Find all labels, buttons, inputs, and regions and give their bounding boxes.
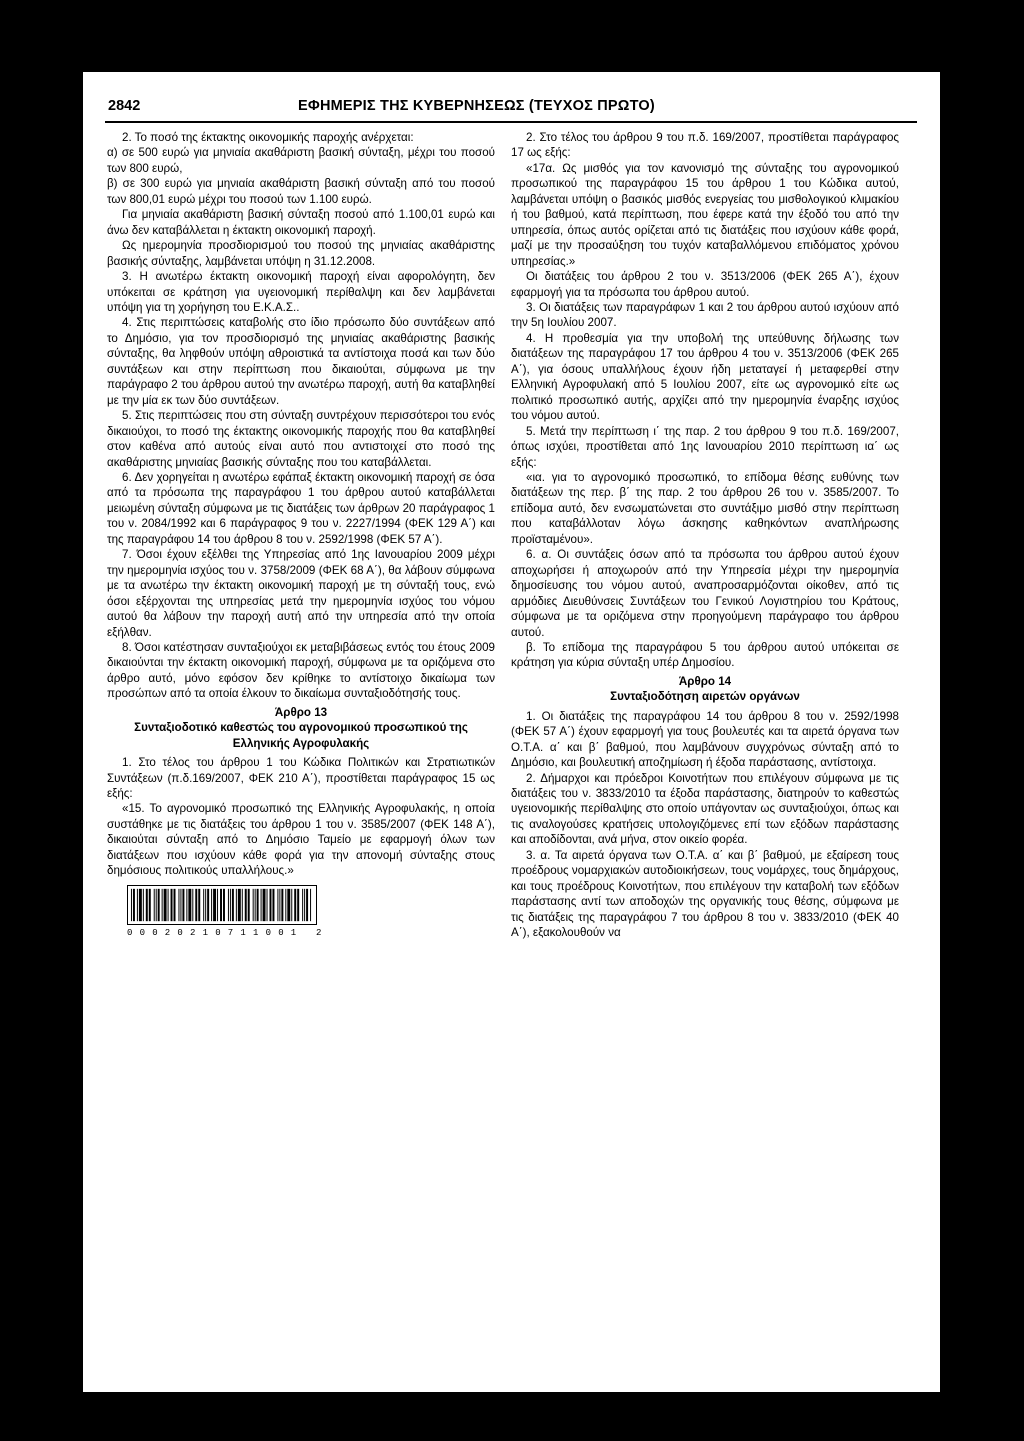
paragraph: 3. α. Τα αιρετά όργανα των Ο.Τ.Α. α΄ και β΄ βαθμού, με εξαίρεση τους προέδρους νομαρχιακών αυτοδιοικήσεων, τους νομάρχες, τους δημάρχους, και τους προέδρους Κοινοτήτων, που επιλέγουν την καταβολή των εξόδων παράστασης αντί των αποδοχών της οργανικής τους θέσης, σύμφωνα με τις διατάξεις της παραγράφου 7 του άρθρου 8 του ν. 3833/2010 (ΦΕΚ 40 Α΄), εξακολουθούν να — [511, 848, 899, 940]
paragraph: 5. Στις περιπτώσεις που στη σύνταξη συντρέχουν περισσότεροι του ενός δικαιούχοι, το ποσό της έκτακτης οικονομικής παροχής που θα καταβληθεί στον καθένα από αυτούς είναι αυτό που αντιστοιχεί στο ποσό της ακαθάριστης μηνιαίας βασικής σύνταξης που του καταβάλλεται. — [107, 409, 495, 469]
paragraph: 3. Η ανωτέρω έκτακτη οικονομική παροχή είναι αφορολόγητη, δεν υπόκειται σε κράτηση για υγειονομική περίθαλψη και δεν λαμβάνεται υπόψη για τη χορήγηση του Ε.Κ.Α.Σ.. — [107, 270, 495, 314]
article-13-title: Συνταξιοδοτικό καθεστώς του αγρονομικού προσωπικού της Ελληνικής Αγροφυλακής — [134, 721, 468, 750]
paragraph: 2. Δήμαρχοι και πρόεδροι Κοινοτήτων που επιλέγουν σύμφωνα με τις διατάξεις του ν. 3833/2010 τα έξοδα παράστασης, διατηρούν το καθεστώς υγειονομικής περίθαλψης στο οποίο υπάγονταν ως συνταξιούχοι, όπως και τις αναλογούσες κρατήσεις υπολογιζόμενες επί των εξόδων παράστασης και αποδίδονται, ανά μήνα, στον οικείο φορέα. — [511, 771, 899, 847]
paragraph: 1. Οι διατάξεις της παραγράφου 14 του άρθρου 8 του ν. 2592/1998 (ΦΕΚ 57 Α΄) έχουν εφαρμογή για τους βουλευτές και τα αιρετά όργανα των Ο.Τ.Α. α΄ και β΄ βαθμού, που λαμβάνουν συγχρόνως σύνταξη από το Δημόσιο, και βουλευτική αποζημίωση ή έξοδα παράστασης, αντίστοιχα. — [511, 709, 899, 770]
barcode-icon — [127, 885, 317, 925]
paragraph: 3. Οι διατάξεις των παραγράφων 1 και 2 του άρθρου αυτού ισχύουν από την 5η Ιουλίου 2007. — [511, 300, 899, 330]
gazette-page — [83, 72, 940, 1392]
paragraph: 8. Όσοι κατέστησαν συνταξιούχοι εκ μεταβιβάσεως εντός του έτους 2009 δικαιούνται την έκτακτη οικονομική παροχή, σύμφωνα με τα οριζόμενα στο άρθρο αυτό, μόνο εφόσον δεν κρίθηκε το αντίστοιχο δικαίωμα των προσώπων από τα οποία έλκουν το δικαίωμα συνταξιοδότησής τους. — [107, 640, 495, 701]
paragraph: 5. Μετά την περίπτωση ι΄ της παρ. 2 του άρθρου 9 του π.δ. 169/2007, όπως ισχύει, προστίθεται από 1ης Ιανουαρίου 2010 περίπτωση ια΄ ως εξής: — [511, 424, 899, 469]
paragraph: «15. Το αγρονομικό προσωπικό της Ελληνικής Αγροφυλακής, η οποία συστάθηκε με τις διατάξεις του άρθρου 1 του ν. 3585/2007 (ΦΕΚ 148 Α΄), δικαιούται σύνταξη από το Δημόσιο Ταμείο με εφαρμογή όλων των διατάξεων που ισχύουν κάθε φορά για την απονομή σύνταξης στους δημόσιους πολιτικούς υπαλλήλους.» — [107, 802, 495, 878]
paragraph: 4. Η προθεσμία για την υποβολή της υπεύθυνης δήλωσης των διατάξεων της παραγράφου 17 του άρθρου 4 του ν. 3513/2006 (ΦΕΚ 265 Α΄), για όσους υπαλλήλους έχουν ήδη μεταταγεί ή μεταφερθεί στην Ελληνική Αγροφυλακή από 5 Ιουλίου 2007, είτε ως αγρονομικό είτε ως πολιτικό προσωπικό αυτής, αρχίζει από την ημερομηνία έναρξης ισχύος του νόμου αυτού. — [511, 331, 899, 423]
paragraph: Για μηνιαία ακαθάριστη βασική σύνταξη ποσού από 1.100,01 ευρώ και άνω δεν καταβάλλεται η έκτακτη οικονομική παροχή. — [107, 208, 495, 237]
barcode-number: 00020210711001 2 — [127, 927, 329, 938]
paragraph: 6. Δεν χορηγείται η ανωτέρω εφάπαξ έκτακτη οικονομική παροχή σε όσα από τα πρόσωπα της παραγράφου 1 του άρθρου αυτού καταβάλλεται μειωμένη σύνταξη σύμφωνα με τις διατάξεις των άρθρων 20 παράγραφος 1 του ν. 2084/1992 και 6 παράγραφος 9 του ν. 2227/1994 (ΦΕΚ 129 Α΄) και της παραγράφου 14 του άρθρου 8 του ν. 2592/1998 (ΦΕΚ 57 Α΄). — [107, 470, 495, 546]
right-column — [511, 130, 899, 941]
paragraph: 2. Το ποσό της έκτακτης οικονομικής παροχής ανέρχεται: — [122, 131, 414, 144]
paragraph: β) σε 300 ευρώ για μηνιαία ακαθάριστη βασική σύνταξη από του ποσού των 800,01 ευρώ μέχρι του ποσού των 1.100 ευρώ. — [107, 177, 495, 206]
left-column — [107, 130, 495, 941]
article-13-heading: Άρθρο 13 — [274, 705, 328, 719]
page-number: 2842 — [108, 98, 141, 114]
paragraph: Οι διατάξεις του άρθρου 2 του ν. 3513/2006 (ΦΕΚ 265 Α΄), έχουν εφαρμογή για τα πρόσωπα του άρθρου αυτού. — [511, 270, 899, 299]
paragraph: «ια. για το αγρονομικό προσωπικό, το επίδομα θέσης ευθύνης των διατάξεων της περ. β΄ της παρ. 2 του άρθρου 26 του ν. 3585/2007. Το επίδομα αυτό, δεν ενσωματώνεται στο συντάξιμο μισθό στην περίπτωση που καταβάλλοταν λόγω άσκησης καθηκόντων αναπλήρωσης προϊσταμένου». — [511, 470, 899, 546]
paragraph: «17α. Ως μισθός για τον κανονισμό της σύνταξης του αγρονομικού προσωπικού της παραγράφου 15 του άρθρου 1 του Κώδικα αυτού, λαμβάνεται υπόψη ο βασικός μισθός ενεργείας του μισθολογικού κλιμακίου ή του βαθμού, κατά περίπτωση, που έφερε κατά την έξοδό του από την υπηρεσία, όπως αυτός ορίζεται από τις διατάξεις που ισχύουν κάθε φορά, μαζί με την προσαύξηση του τυχόν καταβαλλόμενου επιδόματος χρόνου υπηρεσίας.» — [511, 161, 899, 268]
paragraph: 6. α. Οι συντάξεις όσων από τα πρόσωπα του άρθρου αυτού έχουν αποχωρήσει ή αποχωρούν από την Υπηρεσία μέχρι την ημερομηνία δημοσίευσης του νόμου αυτού, αναπροσαρμόζονται οίκοθεν, από τις αρμόδιες Διευθύνσεις Συντάξεων του Γενικού Λογιστηρίου του Κράτους, σύμφωνα με τα οριζόμενα στην προηγούμενη παράγραφο του άρθρου αυτού. — [511, 548, 899, 639]
paragraph: Ως ημερομηνία προσδιορισμού του ποσού της μηνιαίας ακαθάριστης βασικής σύνταξης, λαμβάνεται υπόψη η 31.12.2008. — [107, 239, 495, 268]
paragraph: 1. Στο τέλος του άρθρου 1 του Κώδικα Πολιτικών και Στρατιωτικών Συντάξεων (π.δ.169/2007, ΦΕΚ 210 Α΄), προστίθεται παράγραφος 15 ως εξής: — [107, 756, 495, 801]
barcode — [127, 885, 329, 941]
gazette-title: ΕΦΗΜΕΡΙΣ ΤΗΣ ΚΥΒΕΡΝΗΣΕΩΣ (ΤΕΥΧΟΣ ΠΡΩΤΟ) — [298, 98, 655, 114]
paragraph: 2. Στο τέλος του άρθρου 9 του π.δ. 169/2007, προστίθεται παράγραφος 17 ως εξής: — [511, 131, 899, 160]
header-rule — [105, 121, 917, 123]
paragraph: α) σε 500 ευρώ για μηνιαία ακαθάριστη βασική σύνταξη, μέχρι του ποσού των 800 ευρώ, — [107, 146, 495, 175]
article-14-title: Συνταξιοδότηση αιρετών οργάνων — [610, 690, 800, 704]
paragraph: 7. Όσοι έχουν εξέλθει της Υπηρεσίας από 1ης Ιανουαρίου 2009 μέχρι την ημερομηνία ισχύος του ν. 3758/2009 (ΦΕΚ 68 Α΄), θα λάβουν σύμφωνα με τα ανωτέρω την έκτακτη οικονομική παροχή με τη σύνταξή τους, ενώ όσοι εξέρχονται της υπηρεσίας μετά την ημερομηνία ισχύος του νόμου αυτού θα λάβουν την παροχή αυτή από την υπηρεσία από την οποία εξήλθαν. — [107, 548, 495, 639]
paragraph: 4. Στις περιπτώσεις καταβολής στο ίδιο πρόσωπο δύο συντάξεων από το Δημόσιο, για τον προσδιορισμό της μηνιαίας ακαθάριστης βασικής σύνταξης, θα ληφθούν υπόψη αθροιστικά τα αντίστοιχα ποσά και των δύο συντάξεων και στην περίπτωση που δικαιούται, σύμφωνα με την παράγραφο 2 του άρθρου αυτού την ανωτέρω παροχή, αυτή θα καταβληθεί με την μία εκ των δύο συντάξεων. — [107, 316, 495, 407]
paragraph: β. Το επίδομα της παραγράφου 5 του άρθρου αυτού υπόκειται σε κράτηση για κύρια σύνταξη υπέρ Δημοσίου. — [511, 640, 899, 670]
article-14-heading: Άρθρο 14 — [678, 674, 732, 688]
